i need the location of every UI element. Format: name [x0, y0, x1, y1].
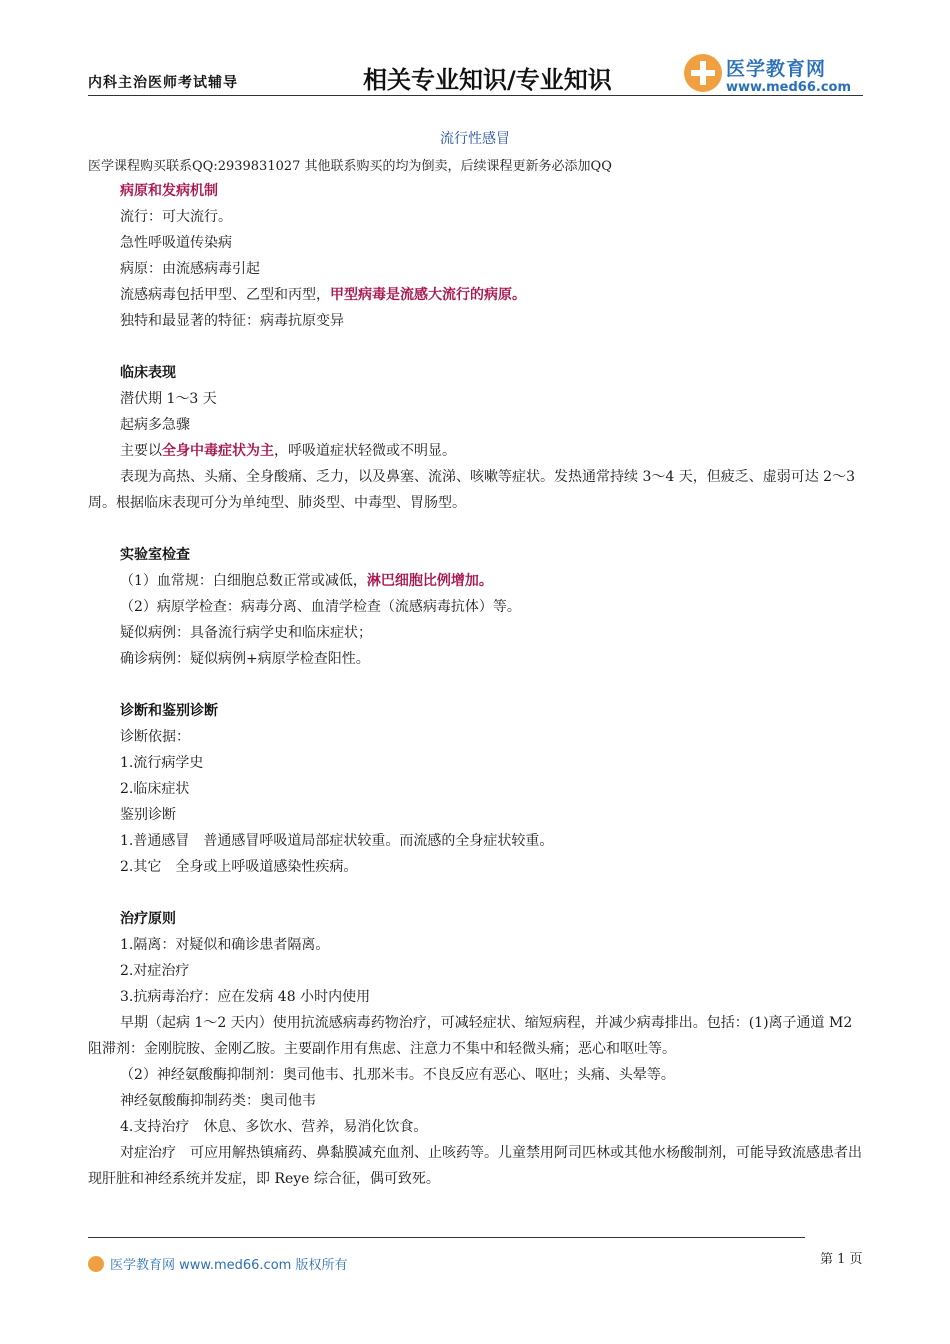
section-heading-pathogen: 病原和发病机制	[120, 183, 218, 199]
text-line: 起病多急骤	[120, 417, 190, 433]
text-line: 1.普通感冒 普通感冒呼吸道局部症状较重。而流感的全身症状较重。	[120, 833, 554, 849]
text-paragraph: 表现为高热、头痛、全身酸痛、乏力，以及鼻塞、流涕、咳嗽等症状。发热通常持续 3～4 天，但疲乏、虚弱可达 2～3 周。根据临床表现可分为单纯型、肺炎型、中毒型、胃肠型。	[88, 469, 855, 511]
text-line: 1.隔离：对疑似和确诊患者隔离。	[120, 937, 330, 953]
brand-logo[interactable]	[684, 52, 864, 96]
text-line: 诊断依据：	[120, 729, 190, 745]
logo-cross-icon	[88, 1256, 104, 1272]
logo-url[interactable]: www.med66.com	[726, 80, 852, 95]
logo-cross-icon	[684, 54, 722, 92]
logo-name: 医学教育网	[726, 58, 827, 80]
page-header	[88, 50, 863, 96]
header-course-name: 内科主治医师考试辅导	[88, 75, 238, 91]
section-heading-lab: 实验室检查	[120, 547, 190, 563]
section-heading-treatment: 治疗原则	[120, 911, 176, 927]
text-line: 主要以全身中毒症状为主，呼吸道症状轻微或不明显。	[120, 443, 456, 459]
text-paragraph: 对症治疗 可应用解热镇痛药、鼻黏膜减充血剂、止咳药等。儿童禁用阿司匹林或其他水杨酸制剂，可能导致流感患者出现肝脏和神经系统并发症，即 Reye 综合征，偶可致死。	[88, 1145, 862, 1187]
text-line: 疑似病例：具备流行病学史和临床症状；	[120, 625, 372, 641]
text-paragraph: 早期（起病 1～2 天内）使用抗流感病毒药物治疗，可减轻症状、缩短病程，并减少病毒排出。包括：(1)离子通道 M2 阻滞剂：金刚脘胺、金刚乙胺。主要副作用有焦虑、注意力不集中和轻微头痛；恶心和呕吐等。	[88, 1015, 853, 1057]
text-line: 1.流行病学史	[120, 755, 204, 771]
page-number: 第 1 页	[820, 1252, 863, 1267]
text-line: 潜伏期 1～3 天	[120, 391, 217, 407]
header-title: 相关专业知识/专业知识	[363, 66, 612, 94]
footer-divider	[88, 1237, 805, 1238]
document-body	[88, 178, 866, 1192]
text-line: 2.对症治疗	[120, 963, 190, 979]
text-line: 流感病毒包括甲型、乙型和丙型，甲型病毒是流感大流行的病原。	[120, 287, 526, 303]
text-line: 2.临床症状	[120, 781, 190, 797]
text-line: 流行：可大流行。	[120, 209, 232, 225]
text-line: 4.支持治疗 休息、多饮水、营养，易消化饮食。	[120, 1119, 428, 1135]
text-line: 急性呼吸道传染病	[120, 235, 232, 251]
text-line: 鉴别诊断	[120, 807, 176, 823]
text-paragraph: （2）神经氨酸酶抑制剂：奥司他韦、扎那米韦。不良反应有恶心、呕吐；头痛、头晕等。	[120, 1067, 675, 1083]
section-heading-diagnosis: 诊断和鉴别诊断	[120, 703, 218, 719]
text-line: 独特和最显著的特征：病毒抗原变异	[120, 313, 344, 329]
text-line: 确诊病例：疑似病例+病原学检查阳性。	[120, 651, 370, 667]
header-divider	[88, 95, 863, 96]
text-line: 病原：由流感病毒引起	[120, 261, 260, 277]
section-heading-clinical: 临床表现	[120, 365, 176, 381]
text-line: （2）病原学检查：病毒分离、血清学检查（流感病毒抗体）等。	[120, 599, 521, 615]
text-line: 3.抗病毒治疗：应在发病 48 小时内使用	[120, 989, 371, 1005]
text-line: （1）血常规：白细胞总数正常或减低，淋巴细胞比例增加。	[120, 573, 493, 589]
highlight-text: 淋巴细胞比例增加。	[366, 573, 493, 589]
document-title: 流行性感冒	[440, 131, 510, 147]
footer-copyright: 医学教育网 www.med66.com 版权所有	[110, 1258, 348, 1273]
highlight-text: 全身中毒症状为主	[162, 443, 274, 459]
contact-notice: 医学课程购买联系QQ:2939831027 其他联系购买的均为倒卖，后续课程更新务必添加QQ	[88, 159, 612, 174]
text-line: 2.其它 全身或上呼吸道感染性疾病。	[120, 859, 358, 875]
text-line: 神经氨酸酶抑制药类：奥司他韦	[120, 1093, 316, 1109]
highlight-text: 甲型病毒是流感大流行的病原。	[330, 287, 526, 303]
page-footer[interactable]	[88, 1254, 347, 1273]
